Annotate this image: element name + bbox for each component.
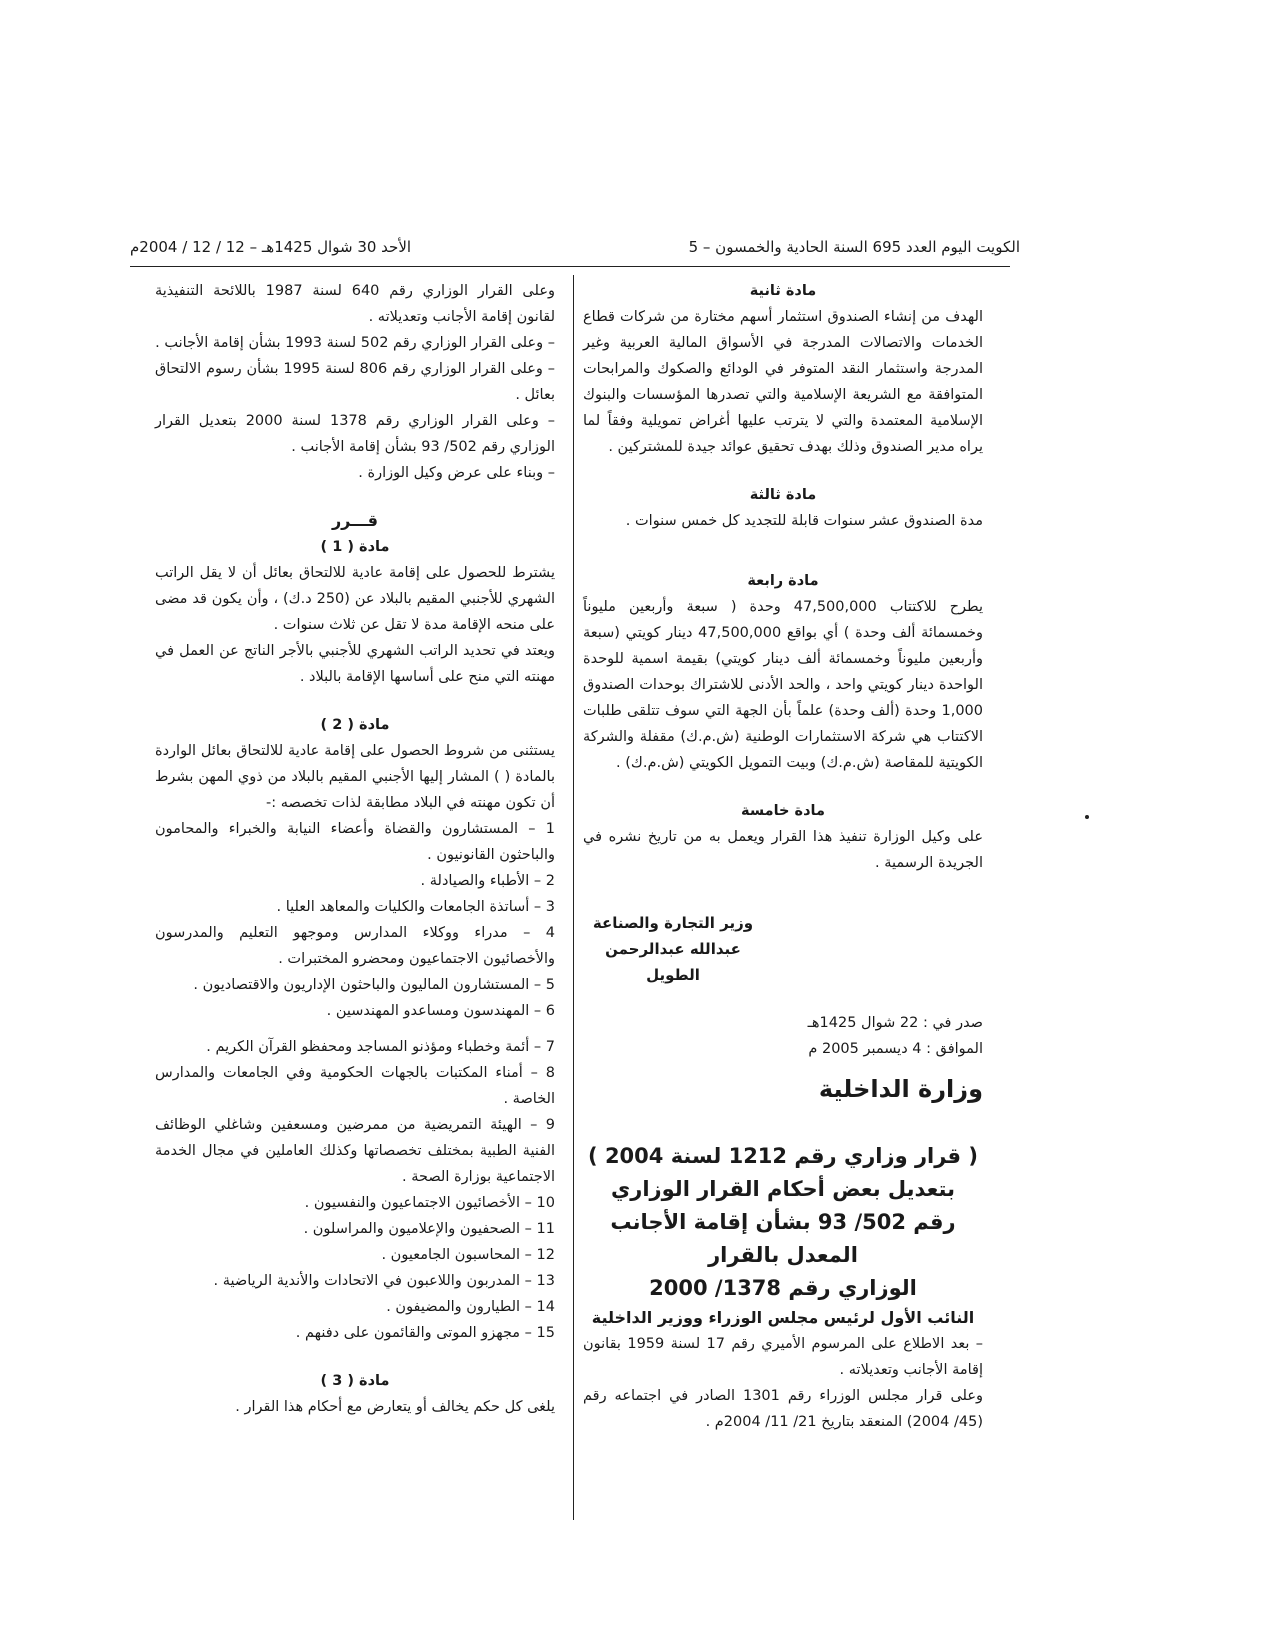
article-title: مادة ( 1 ) — [320, 539, 390, 555]
article-title: مادة ثالثة — [749, 487, 817, 503]
minister-name: عبدالله عبدالرحمن الطويل — [605, 940, 741, 984]
article-text: على وكيل الوزارة تنفيذ هذا القرار ويعمل به من تاريخ نشره في الجريدة الرسمية . — [583, 829, 983, 871]
header-rule — [130, 266, 1010, 267]
list-item: 7 – أئمة وخطباء ومؤذنو المساجد ومحفظو القرآن الكريم . — [206, 1039, 555, 1055]
preamble-paragraph: – بعد الاطلاع على المرسوم الأميري رقم 17 لسنة 1959 بقانون إقامة الأجانب وتعديلاته . — [583, 1336, 983, 1378]
list-item: 12 – المحاسبون الجامعيون . — [381, 1247, 555, 1263]
article-title: مادة خامسة — [741, 803, 825, 819]
list-item: 9 – الهيئة التمريضية من ممرضين ومسعفين وشاغلي الوظائف الفنية الطبية بمختلف تخصصاتها وكذلك العاملين في مجال الخدمة الاجتماعية بوزارة الصحة . — [155, 1117, 555, 1185]
article-title: مادة رابعة — [747, 573, 819, 589]
list-item: 4 – مدراء ووكلاء المدارس وموجهو التعليم والمدرسون والأخصائيون الاجتماعيون ومحضرو المختبرات . — [155, 925, 555, 967]
signature-block — [588, 910, 758, 988]
list-item: 11 – الصحفيون والإعلاميون والمراسلون . — [303, 1221, 555, 1237]
list-item: 15 – مجهزو الموتى والقائمون على دفنهم . — [295, 1325, 555, 1341]
article-text: يطرح للاكتتاب 47,500,000 وحدة ( سبعة وأربعين مليوناً وخمسمائة ألف وحدة ) أي بواقع 47,500,000 دينار كويتي (سبعة وأربعين مليوناً وخمسمائة ألف دينار كويتي) بقيمة اسمية للوحدة الواحدة دينار كويتي واحد ، والحد الأدنى للاشتراك بوحدات الصندوق 1,000 وحدة (ألف وحدة) علماً بأن الجهة التي سوف تتلقى طلبات الاكتتاب هي شركة الاستثمارات الوطنية (ش.م.ك) مقفلة والشركة الكويتية للمقاصة (ش.م.ك) وبيت التمويل الكويتي (ش.م.ك) . — [583, 599, 983, 771]
article-text: الهدف من إنشاء الصندوق استثمار أسهم مختارة من شركات قطاع الخدمات والاتصالات المدرجة في الأسواق المالية العربية وغير المدرجة واستثمار النقد المتوفر في الودائع والصكوك والمرابحات المتوافقة مع الشريعة الإسلامية والتي تصدرها المؤسسات والبنوك الإسلامية المعتمدة والتي لا يترتب عليها أغراض تمويلية وفقاً لما يراه مدير الصندوق وذلك بهدف تحقيق عوائد جيدة للمشتركين . — [583, 309, 983, 455]
preamble-paragraph: – وعلى القرار الوزاري رقم 806 لسنة 1995 بشأن رسوم الالتحاق بعائل . — [155, 361, 555, 403]
issue-date: صدر في : 22 شوال 1425هـ — [807, 1015, 983, 1031]
issuing-authority: النائب الأول لرئيس مجلس الوزراء ووزير الداخلية — [591, 1308, 975, 1327]
minister-title: وزير التجارة والصناعة — [592, 914, 754, 932]
right-column — [583, 278, 983, 1435]
article-text: يستثنى من شروط الحصول على إقامة عادية للالتحاق بعائل الواردة بالمادة ( ) المشار إليها الأجنبي المقيم بالبلاد من ذوي المهن بشرط أن تكون مهنته في البلاد مطابقة لذات تخصصه :- — [155, 743, 555, 811]
column-divider — [573, 275, 574, 1520]
decree-title-line: بتعديل بعض أحكام القرار الوزاري — [611, 1177, 955, 1201]
left-column — [155, 278, 555, 1420]
scan-speck — [1085, 815, 1089, 819]
article-text: ويعتد في تحديد الراتب الشهري للأجنبي بالأجر الناتج عن العمل في مهنته التي منح على أساسها الإقامة بالبلاد . — [155, 643, 555, 685]
header-date: الأحد 30 شوال 1425هـ – 12 / 12 / 2004م — [130, 238, 412, 256]
preamble-paragraph: وعلى القرار الوزاري رقم 640 لسنة 1987 باللائحة التنفيذية لقانون إقامة الأجانب وتعديلاته . — [155, 283, 555, 325]
decree-title-line: ( قرار وزاري رقم 1212 لسنة 2004 ) — [588, 1144, 978, 1168]
list-item: 8 – أمناء المكتبات بالجهات الحكومية وفي الجامعات والمدارس الخاصة . — [155, 1065, 555, 1107]
header-issue-info: الكويت اليوم العدد 695 السنة الحادية والخمسون – 5 — [688, 238, 1020, 256]
list-item: 13 – المدربون واللاعبون في الاتحادات والأندية الرياضية . — [213, 1273, 555, 1289]
article-text: يشترط للحصول على إقامة عادية للالتحاق بعائل أن لا يقل الراتب الشهري للأجنبي المقيم بالبلاد عن (250 د.ك) ، وأن يكون قد مضى على منحه الإقامة مدة لا تقل عن ثلاث سنوات . — [155, 565, 555, 633]
preamble-paragraph: وعلى قرار مجلس الوزراء رقم 1301 الصادر في اجتماعه رقم (45/ 2004) المنعقد بتاريخ 21/ 11/ 2004م . — [583, 1388, 983, 1430]
profession-list — [155, 816, 555, 1346]
decided-heading: قـــرر — [331, 511, 379, 530]
list-item: 5 – المستشارون الماليون والباحثون الإداريون والاقتصاديون . — [193, 977, 555, 993]
article-text: يلغى كل حكم يخالف أو يتعارض مع أحكام هذا القرار . — [235, 1399, 555, 1415]
corresponding-date: الموافق : 4 ديسمبر 2005 م — [808, 1041, 983, 1057]
preamble-paragraph: – وبناء على عرض وكيل الوزارة . — [358, 465, 555, 481]
article-title: مادة ثانية — [749, 283, 817, 299]
decree-title-line: رقم 502/ 93 بشأن إقامة الأجانب المعدل بالقرار — [610, 1210, 956, 1267]
decree-title-line: الوزاري رقم 1378/ 2000 — [649, 1276, 917, 1300]
article-title: مادة ( 3 ) — [320, 1373, 390, 1389]
preamble-paragraph: – وعلى القرار الوزاري رقم 502 لسنة 1993 بشأن إقامة الأجانب . — [155, 335, 555, 351]
list-item: 10 – الأخصائيون الاجتماعيون والنفسيون . — [304, 1195, 555, 1211]
ministry-heading: وزارة الداخلية — [818, 1075, 983, 1103]
article-text: مدة الصندوق عشر سنوات قابلة للتجديد كل خمس سنوات . — [625, 513, 983, 529]
list-item: 14 – الطيارون والمضيفون . — [386, 1299, 555, 1315]
list-item: 3 – أساتذة الجامعات والكليات والمعاهد العليا . — [276, 899, 555, 915]
list-item: 6 – المهندسون ومساعدو المهندسين . — [326, 1003, 555, 1019]
preamble-paragraph: – وعلى القرار الوزاري رقم 1378 لسنة 2000 بتعديل القرار الوزاري رقم 502/ 93 بشأن إقامة الأجانب . — [155, 413, 555, 455]
list-item: 2 – الأطباء والصيادلة . — [420, 873, 555, 889]
article-title: مادة ( 2 ) — [320, 717, 390, 733]
list-item: 1 – المستشارون والقضاة وأعضاء النيابة والخبراء والمحامون والباحثون القانونيون . — [155, 821, 555, 863]
